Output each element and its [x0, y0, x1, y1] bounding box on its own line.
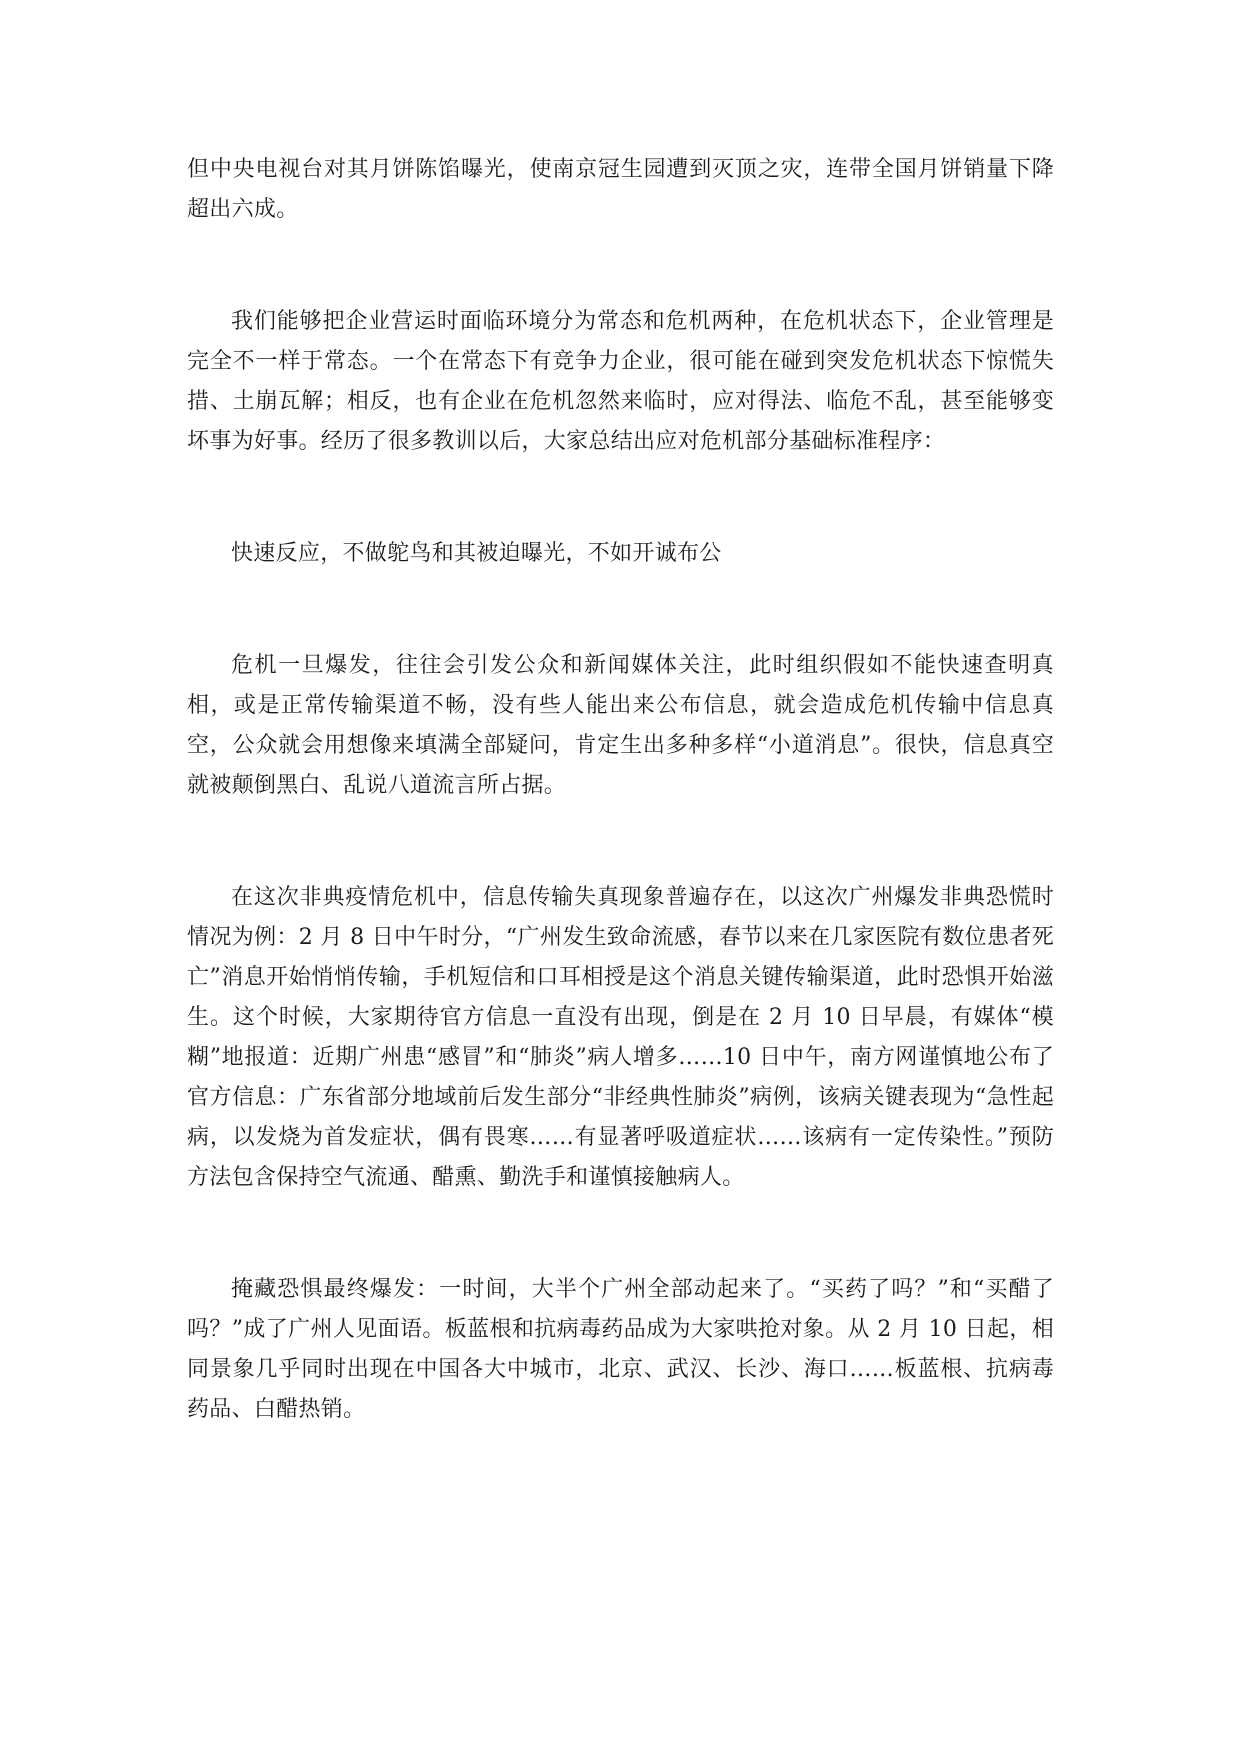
paragraph-gap [187, 230, 1054, 302]
paragraph-gap [187, 1198, 1054, 1270]
paragraph-1: 但中央电视台对其月饼陈馅曝光，使南京冠生园遭到灭顶之灾，连带全国月饼销量下降超出六成。 [187, 157, 1054, 222]
paragraph-4: 危机一旦爆发，往往会引发公众和新闻媒体关注，此时组织假如不能快速查明真相，或是正常传输渠道不畅，没有些人能出来公布信息，就会造成危机传输中信息真空，公众就会用想像来填满全部疑问，肯定生出多种多样“小道消息”。很快，信息真空就被颠倒黑白、乱说八道流言所占据。 [187, 653, 1054, 798]
paragraph-gap [187, 806, 1054, 878]
paragraph-gap [187, 574, 1054, 646]
paragraph-3-heading: 快速反应，不做鸵鸟和其被迫曝光，不如开诚布公 [231, 541, 722, 566]
paragraph-6: 掩藏恐惧最终爆发：一时间，大半个广州全部动起来了。“买药了吗？”和“买醋了吗？”成了广州人见面语。板蓝根和抗病毒药品成为大家哄抢对象。从 2 月 10 日起，相同景象几乎同时出现在中国各大中城市，北京、武汉、长沙、海口……板蓝根、抗病毒药品、白醋热销。 [187, 1277, 1054, 1422]
paragraph-2: 我们能够把企业营运时面临环境分为常态和危机两种，在危机状态下，企业管理是完全不一样于常态。一个在常态下有竞争力企业，很可能在碰到突发危机状态下惊慌失措、土崩瓦解；相反，也有企业在危机忽然来临时，应对得法、临危不乱，甚至能够变坏事为好事。经历了很多教训以后，大家总结出应对危机部分基础标准程序： [187, 309, 1054, 454]
paragraph-gap [187, 462, 1054, 534]
document-page [187, 150, 1054, 1430]
paragraph-5: 在这次非典疫情危机中，信息传输失真现象普遍存在，以这次广州爆发非典恐慌时情况为例：2 月 8 日中午时分，“广州发生致命流感，春节以来在几家医院有数位患者死亡”消息开始悄悄传输，手机短信和口耳相授是这个消息关键传输渠道，此时恐惧开始滋生。这个时候，大家期待官方信息一直没有出现，倒是在 2 月 10 日早晨，有媒体“模糊”地报道：近期广州患“感冒”和“肺炎”病人增多……10 日中午，南方网谨慎地公布了官方信息：广东省部分地域前后发生部分“非经典性肺炎”病例，该病关键表现为“急性起病，以发烧为首发症状，偶有畏寒……有显著呼吸道症状……该病有一定传染性。”预防方法包含保持空气流通、醋熏、勤洗手和谨慎接触病人。 [187, 885, 1054, 1190]
